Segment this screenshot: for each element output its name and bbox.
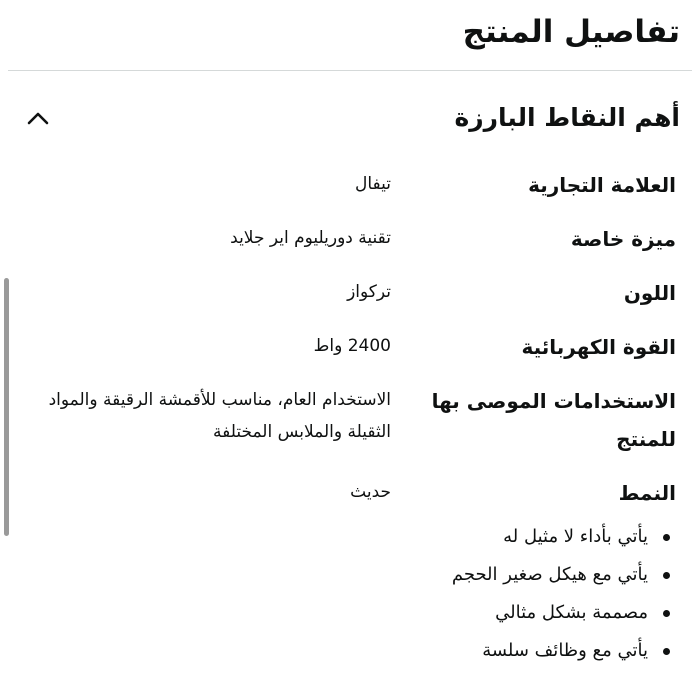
spec-row-recommended-uses <box>26 382 676 474</box>
chevron-up-icon[interactable] <box>20 100 56 136</box>
list-item: مصممة بشكل مثالي <box>38 594 678 632</box>
spec-value: تيفال <box>355 174 391 194</box>
spec-table <box>26 166 676 528</box>
spec-label: اللون <box>623 281 676 305</box>
spec-label: الاستخدامات الموصى بها للمنتج <box>431 389 676 451</box>
list-item: يأتي مع هيكل صغير الحجم <box>38 556 678 594</box>
spec-value: الاستخدام العام، مناسب للأقمشة الرقيقة والمواد الثقيلة والملابس المختلفة <box>48 390 391 442</box>
feature-bullet-list <box>38 518 678 670</box>
highlights-section-header[interactable] <box>0 96 700 146</box>
section-title: أهم النقاط البارزة <box>454 103 680 132</box>
spec-label: القوة الكهربائية <box>521 335 676 359</box>
page-title: تفاصيل المنتج <box>462 14 680 50</box>
spec-label: العلامة التجارية <box>528 173 676 197</box>
title-divider <box>8 70 692 71</box>
list-item: يأتي مع وظائف سلسة <box>38 632 678 670</box>
spec-value: تقنية دوريليوم اير جلايد <box>230 228 391 248</box>
spec-row-color <box>26 274 676 328</box>
spec-row-power <box>26 328 676 382</box>
scrollbar[interactable] <box>4 278 9 536</box>
spec-row-brand <box>26 166 676 220</box>
spec-label: النمط <box>618 481 676 505</box>
watermark-logo <box>608 668 678 688</box>
spec-label: ميزة خاصة <box>570 227 676 251</box>
spec-value: تركواز <box>347 282 391 302</box>
spec-row-special-feature <box>26 220 676 274</box>
spec-value: حديث <box>350 482 391 502</box>
list-item: يأتي بأداء لا مثيل له <box>38 518 678 556</box>
spec-value: 2400 واط <box>313 336 391 356</box>
